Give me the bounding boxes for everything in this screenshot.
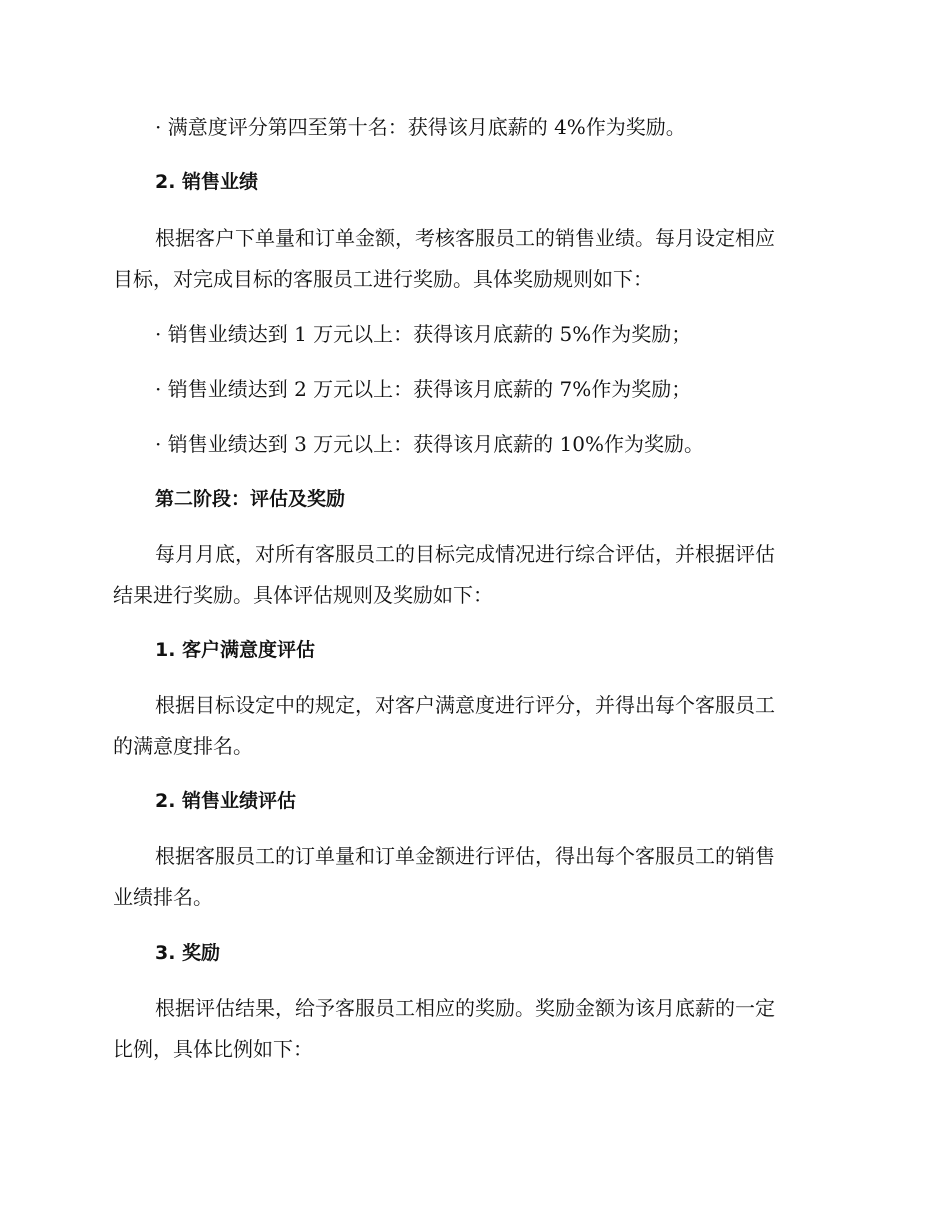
heading-sales-performance: 2. 销售业绩 [155,171,259,193]
heading-reward: 3. 奖励 [155,942,221,964]
paragraph-sales-eval-line-1: 根据客服员工的订单量和订单金额进行评估，得出每个客服员工的销售 [155,844,775,868]
paragraph-reward-line-2: 比例，具体比例如下： [113,1037,313,1061]
paragraph-sales-line-1: 根据客户下单量和订单金额，考核客服员工的销售业绩。每月设定相应 [155,226,775,250]
paragraph-sales-eval-line-2: 业绩排名。 [113,885,213,909]
paragraph-evaluation-line-2: 结果进行奖励。具体评估规则及奖励如下： [113,583,493,607]
paragraph-evaluation-line-1: 每月月底，对所有客服员工的目标完成情况进行综合评估，并根据评估 [155,542,775,566]
bullet-satisfaction-rank-4-10: · 满意度评分第四至第十名：获得该月底薪的 4%作为奖励。 [155,115,686,139]
bullet-sales-2w: · 销售业绩达到 2 万元以上：获得该月底薪的 7%作为奖励； [155,377,692,401]
heading-customer-satisfaction-eval: 1. 客户满意度评估 [155,639,316,661]
heading-sales-eval: 2. 销售业绩评估 [155,790,297,812]
bullet-sales-3w: · 销售业绩达到 3 万元以上：获得该月底薪的 10%作为奖励。 [155,432,704,456]
paragraph-satisfaction-line-2: 的满意度排名。 [113,734,253,758]
paragraph-reward-line-1: 根据评估结果，给予客服员工相应的奖励。奖励金额为该月底薪的一定 [155,996,775,1020]
bullet-sales-1w: · 销售业绩达到 1 万元以上：获得该月底薪的 5%作为奖励； [155,322,692,346]
paragraph-sales-line-2: 目标，对完成目标的客服员工进行奖励。具体奖励规则如下： [113,267,653,291]
paragraph-satisfaction-line-1: 根据目标设定中的规定，对客户满意度进行评分，并得出每个客服员工 [155,693,775,717]
heading-stage-two: 第二阶段：评估及奖励 [155,488,346,510]
